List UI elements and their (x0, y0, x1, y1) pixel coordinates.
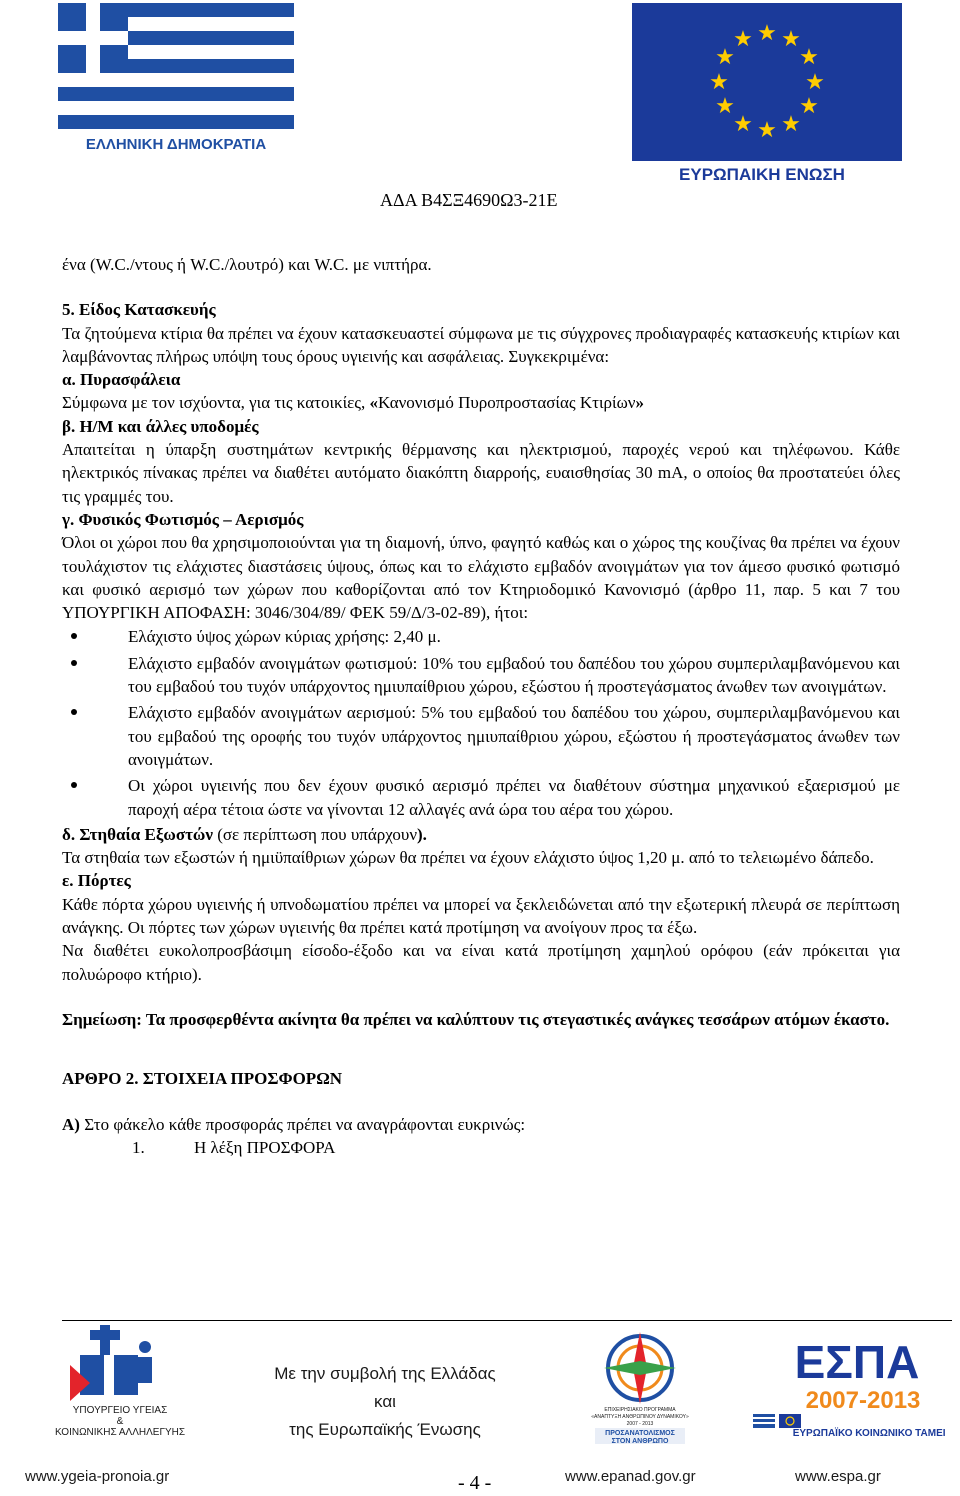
offers-intro (62, 1113, 900, 1136)
offers-label: Α) (62, 1114, 80, 1134)
epanad-logo-line-2: «ΑΝΑΠΤΥΞΗ ΑΝΘΡΩΠΙΝΟΥ ΔΥΝΑΜΙΚΟΥ» (591, 1414, 689, 1420)
ministry-logo-line-3: ΚΟΙΝΩΝΙΚΗΣ ΑΛΛΗΛΕΓΥΗΣ (54, 1427, 186, 1438)
eu-flag-logo (632, 3, 902, 183)
note: Σημείωση: Τα προσφερθέντα ακίνητα θα πρέπει να καλύπτουν τις στεγαστικές ανάγκες τεσσάρων ατόμων έκαστο. (62, 1009, 890, 1029)
offer-item-1 (62, 1136, 900, 1159)
svg-text:★: ★ (709, 70, 729, 95)
list-item: Ελάχιστο εμβαδόν ανοιγμάτων φωτισμού: 10% του εμβαδού του δαπέδου του χώρου συμπεριλαμβανόμενου και του εμβαδού του τυχόν υπάρχοντος ημιυπαίθριου χώρου, εξώστου ή προστεγάσματος άνωθεν των ανοιγμάτων. (62, 651, 900, 701)
epanad-logo-line-4: ΠΡΟΣΑΝΑΤΟΛΙΣΜΟΣ (605, 1430, 675, 1437)
svg-text:★: ★ (715, 94, 735, 119)
espa-logo-years: 2007-2013 (805, 1387, 921, 1414)
footer-divider (62, 1320, 952, 1321)
page-number: - 4 - (458, 1472, 492, 1494)
ministry-logo (50, 1325, 190, 1440)
section-d-text: Τα στηθαία των εξωστών ή ημιϋπαίθριων χώρων θα πρέπει να έχουν ελάχιστο ύψος 1,20 μ. από το τελειωμένο δάπεδο. (62, 848, 874, 868)
section-e-title: ε. Πόρτες (62, 871, 131, 891)
svg-text:★: ★ (805, 70, 825, 95)
espa-logo-title: ΕΣΠΑ (794, 1336, 920, 1388)
footer-center-line-1: Με την συμβολή της Ελλάδας (274, 1364, 496, 1383)
document-body (62, 253, 900, 1159)
svg-text:★: ★ (733, 112, 753, 137)
svg-text:★: ★ (781, 112, 801, 137)
ministry-logo-line-1: ΥΠΟΥΡΓΕΙΟ ΥΓΕΙΑΣ (72, 1405, 168, 1416)
section-a-quote-close: » (635, 393, 644, 413)
section-c-text: Όλοι οι χώροι που θα χρησιμοποιούνται για τη διαμονή, ύπνο, φαγητό καθώς και ο χώρος της κουζίνας θα πρέπει να έχουν τουλάχιστον τις ελάχιστες διαστάσεις ύψους, όπως και το ελάχιστο εμβαδόν ανοιγμάτων για τον άμεσο φυσικό φωτισμό και φυσικό αερισμό των χώρων που καθορίζονται από τον Κτηριοδομικό Κανονισμό (άρθρο 11, παρ. 5 και 7 του ΥΠΟΥΡΓΙΚΗ ΑΠΟΦΑΣΗ: 3046/304/89/ ΦΕΚ 59/Δ/3-02-89), ήτοι: (62, 533, 900, 623)
svg-text:★: ★ (799, 94, 819, 119)
section-5-title: 5. Είδος Κατασκευής (62, 300, 216, 320)
greek-logo-caption: ΕΛΛΗΝΙΚΗ ΔΗΜΟΚΡΑΤΙΑ (85, 136, 267, 153)
section-a-title: α. Πυρασφάλεια (62, 370, 181, 390)
espa-logo (745, 1330, 945, 1442)
section-a-text (62, 391, 900, 414)
svg-text:★: ★ (799, 45, 819, 70)
espa-logo-fund: ΕΥΡΩΠΑΪΚΟ ΚΟΙΝΩΝΙΚΟ ΤΑΜΕΙΟ (792, 1428, 945, 1439)
offer-item-number: 1. (132, 1137, 145, 1157)
section-5-text: Τα ζητούμενα κτίρια θα πρέπει να έχουν κατασκευαστεί σύμφωνα με τις σύγχρονες προδιαγραφές κατασκευής κτιρίων και λαμβάνοντας πλήρως υπόψη τους όρους υγιεινής και ασφάλειας. Συγκεκριμένα: (62, 323, 900, 366)
list-item: Ελάχιστο ύψος χώρων κύριας χρήσης: 2,40 μ. (62, 624, 900, 650)
section-b-title: β. Η/Μ και άλλες υποδομές (62, 416, 259, 436)
list-item: Οι χώροι υγιεινής που δεν έχουν φυσικό αερισμό πρέπει να διαθέτουν σύστημα μηχανικού εξαερισμού με παροχή αέρα τέτοια ώστε να γίνονται 12 αλλαγές ανά ώρα του αέρα του χώρου. (62, 773, 900, 823)
article-title: ΑΡΘΡΟ 2. ΣΤΟΙΧΕΙΑ ΠΡΟΣΦΟΡΩΝ (62, 1069, 343, 1089)
offers-text: Στο φάκελο κάθε προσφοράς πρέπει να αναγράφονται ευκρινώς: (79, 1114, 526, 1134)
section-e-text-1: Κάθε πόρτα χώρου υγιεινής ή υπνοδωματίου πρέπει να μπορεί να ξεκλειδώνεται από την εξωτερική πλευρά σε περίπτωση ανάγκης. Οι πόρτες των χώρων υγιεινής θα πρέπει κατά προτίμηση να ανοίγουν προς τα έξω. (62, 894, 900, 938)
intro-line: ένα (W.C./ντους ή W.C./λουτρό) και W.C. με νιπτήρα. (62, 255, 432, 274)
section-a-regulation: Κανονισμό Πυροπροστασίας Κτιρίων (378, 393, 636, 413)
section-d-title-end: ). (417, 824, 427, 844)
epanad-logo (585, 1326, 695, 1446)
section-a-text-plain: Σύμφωνα με τον ισχύοντα, για τις κατοικίες, (62, 393, 370, 413)
footer-center-line-2: και (374, 1392, 396, 1411)
section-d-title (62, 823, 900, 846)
svg-text:★: ★ (781, 27, 801, 52)
ada-code: ΑΔΑ Β4ΣΞ4690Ω3-21Ε (380, 190, 558, 210)
section-a-quote-open: « (369, 393, 379, 413)
svg-text:★: ★ (715, 45, 735, 70)
url-epanad-link[interactable]: www.epanad.gov.gr (565, 1468, 696, 1485)
section-e-text-2: Να διαθέτει ευκολοπροσβάσιμη είσοδο-έξοδο και να είναι κατά προτίμηση χαμηλού ορόφου (εάν πρόκειται για πολυώροφο κτήριο). (62, 941, 900, 984)
section-c-bullet-list (62, 624, 900, 822)
section-b-text: Απαιτείται η ύπαρξη συστημάτων κεντρικής θέρμανσης και ηλεκτρισμού, παροχές νερού και τηλέφωνου. Κάθε ηλεκτρικός πίνακας πρέπει να διαθέτει αυτόματο διακόπτη διαρροής, ευαισθησίας 30 mA, ο οποίος θα προστατεύει όλες τις γραμμές του. (62, 440, 900, 506)
section-d-title-suffix: (σε περίπτωση που υπάρχουν (212, 824, 418, 844)
section-c-title: γ. Φυσικός Φωτισμός – Αερισμός (62, 509, 304, 529)
svg-text:★: ★ (733, 27, 753, 52)
list-item: Ελάχιστο εμβαδόν ανοιγμάτων αερισμού: 5% του εμβαδού του δαπέδου του χώρου, συμπεριλαμβανόμενου και του εμβαδού της οροφής του τυχόν υπάρχοντος ημιυπαίθριου χώρου, εξώστου ή προστεγάσματος άνωθεν των ανοιγμάτων. (62, 700, 900, 773)
footer-center-line-3: της Ευρωπαϊκής Ένωσης (289, 1420, 481, 1439)
svg-text:★: ★ (757, 118, 777, 143)
greek-flag-logo (58, 3, 294, 153)
svg-text:★: ★ (757, 21, 777, 46)
section-d-title-bold: δ. Στηθαία Εξωστών (62, 824, 213, 844)
offer-item-text: Η λέξη ΠΡΟΣΦΟΡΑ (194, 1137, 336, 1157)
epanad-logo-line-1: ΕΠΙΧΕΙΡΗΣΙΑΚΟ ΠΡΟΓΡΑΜΜΑ (604, 1407, 676, 1413)
epanad-logo-line-3: 2007 - 2013 (626, 1421, 654, 1427)
url-ygeia-link[interactable]: www.ygeia-pronoia.gr (25, 1468, 170, 1485)
epanad-logo-line-5: ΣΤΟΝ ΑΝΘΡΩΠΟ (611, 1438, 669, 1445)
footer-contribution-text (250, 1360, 520, 1444)
url-espa-link[interactable]: www.espa.gr (795, 1468, 881, 1485)
eu-logo-caption: ΕΥΡΩΠΑΙΚΗ ΕΝΩΣΗ (679, 165, 845, 183)
ministry-logo-line-2: & (116, 1416, 124, 1427)
